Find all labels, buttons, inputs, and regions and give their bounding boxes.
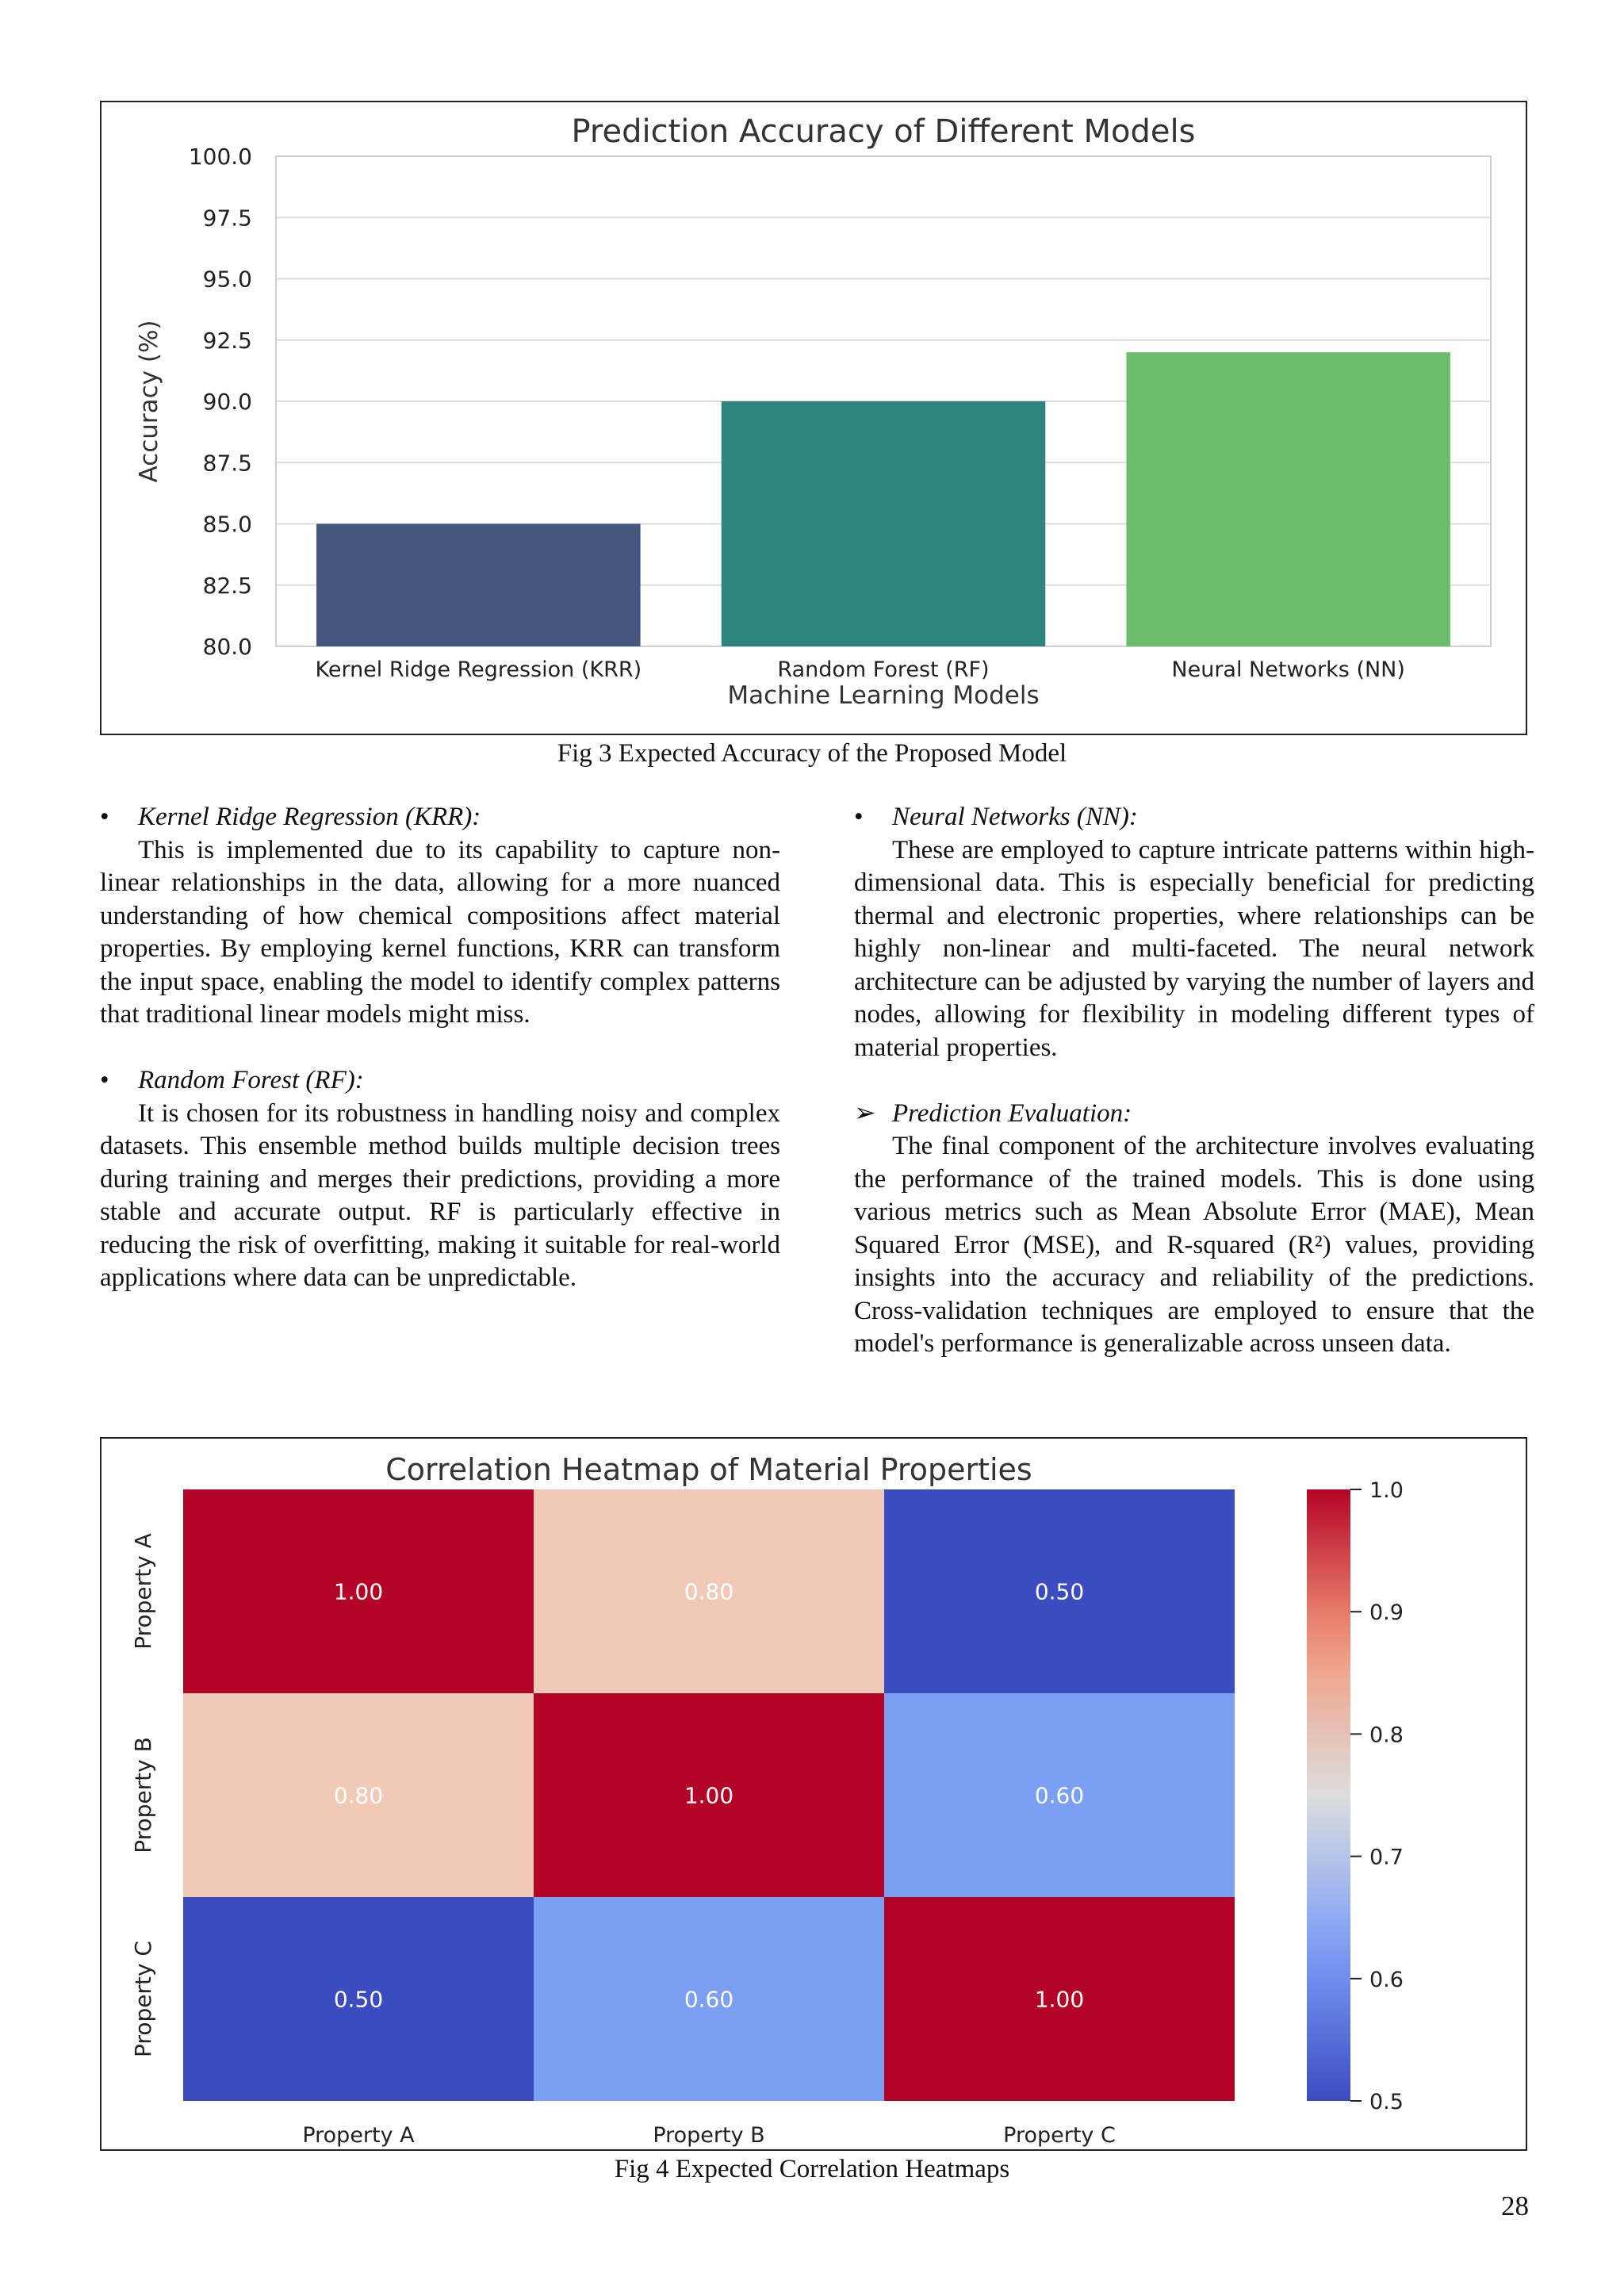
figure-4-caption: Fig 4 Expected Correlation Heatmaps — [614, 2155, 1010, 2183]
y-tick-label: 82.5 — [202, 572, 252, 599]
prediction-evaluation-paragraph: The final component of the architecture involves evaluating the performance of the trained models. This is done using various metrics such as Mean Absolute Error (MAE), Mean Squared Error (MSE), and R-squared (R²) values, providing insights into the accuracy and reliability of the predictions. Cross-validation techniques are employed to ensure that the model's performance is generalizable across unseen data. — [854, 1132, 1534, 1358]
bar-2 — [722, 401, 1046, 646]
heatmap-cell-label: 0.60 — [684, 1986, 734, 2013]
colorbar-tick-label: 0.6 — [1369, 1967, 1404, 1992]
heatmap-column-label: Property A — [302, 2123, 415, 2148]
heatmap-cell-label: 1.00 — [1034, 1986, 1085, 2013]
section-heading — [100, 801, 780, 834]
heatmap-cell-label: 0.50 — [333, 1986, 384, 2013]
x-tick-label: Random Forest (RF) — [777, 657, 990, 682]
colorbar-tick-label: 0.8 — [1369, 1723, 1404, 1748]
y-tick-label: 87.5 — [202, 450, 252, 477]
colorbar-tick-label: 0.7 — [1369, 1845, 1404, 1870]
section-rf — [100, 1064, 780, 1295]
rf-paragraph: It is chosen for its robustness in handling noisy and complex datasets. This ensemble method builds multiple decision trees during training and merges their predictions, providing a more stable and accurate output. RF is particularly effective in reducing the risk of overfitting, making it suitable for real-world applications where data can be unpredictable. — [100, 1098, 780, 1292]
right-column — [854, 801, 1534, 1393]
colorbar-tick-label: 1.0 — [1369, 1478, 1404, 1503]
page-number: 28 — [1501, 2191, 1529, 2221]
colorbar-tick-label: 0.9 — [1369, 1600, 1404, 1626]
heatmap-cell-label: 1.00 — [333, 1578, 384, 1605]
bar-3 — [1126, 352, 1450, 646]
section-nn — [854, 801, 1534, 1064]
y-tick-label: 85.0 — [202, 511, 252, 538]
colorbar-tick-label: 0.5 — [1369, 2090, 1404, 2114]
heatmap-column-label: Property C — [1003, 2123, 1116, 2148]
colorbar — [1307, 1489, 1350, 2101]
krr-heading: Kernel Ridge Regression (KRR): — [138, 803, 481, 831]
x-tick-label: Kernel Ridge Regression (KRR) — [315, 657, 642, 682]
chart-title: Prediction Accuracy of Different Models — [571, 113, 1196, 150]
nn-heading: Neural Networks (NN): — [892, 803, 1138, 831]
bullet-icon: • — [854, 803, 864, 831]
y-tick-label: 95.0 — [202, 266, 252, 293]
x-axis-label: Machine Learning Models — [727, 681, 1040, 710]
heatmap-row-label: Property C — [130, 1941, 156, 2057]
x-tick-label: Neural Networks (NN) — [1171, 657, 1405, 682]
heatmap-cell-label: 1.00 — [684, 1782, 734, 1809]
left-column — [100, 801, 780, 1328]
figure-3-frame — [100, 101, 1527, 735]
section-prediction-evaluation — [854, 1098, 1534, 1361]
y-axis-label: Accuracy (%) — [135, 320, 163, 483]
y-tick-label: 100.0 — [188, 144, 252, 170]
section-heading — [854, 1098, 1534, 1131]
correlation-heatmap — [102, 1439, 1526, 2149]
bar-1 — [316, 524, 641, 647]
bullet-icon: • — [100, 1066, 109, 1094]
heatmap-row-label: Property B — [130, 1737, 156, 1853]
heatmap-cell-label: 0.60 — [1034, 1782, 1085, 1809]
y-tick-label: 97.5 — [202, 205, 252, 232]
nn-paragraph: These are employed to capture intricate patterns within high-dimensional data. This is especially beneficial for predicting thermal and electronic properties, where relationships can be highly non-linear and multi-faceted. The neural network architecture can be adjusted by varying the number of layers and nodes, allowing for flexibility in modeling different types of material properties. — [854, 835, 1534, 1062]
section-krr — [100, 801, 780, 1032]
section-heading — [854, 801, 1534, 834]
arrow-bullet-icon: ➢ — [854, 1098, 876, 1128]
heatmap-cell-label: 0.50 — [1034, 1578, 1085, 1605]
accuracy-bar-chart — [102, 102, 1526, 734]
figure-3-caption: Fig 3 Expected Accuracy of the Proposed Model — [557, 739, 1067, 768]
heatmap-row-label: Property A — [130, 1533, 156, 1650]
heatmap-cell-label: 0.80 — [333, 1782, 384, 1809]
y-tick-label: 90.0 — [202, 389, 252, 415]
section-heading — [100, 1064, 780, 1098]
rf-heading: Random Forest (RF): — [138, 1066, 364, 1094]
heatmap-title: Correlation Heatmap of Material Properties — [385, 1452, 1032, 1487]
y-tick-label: 80.0 — [202, 634, 252, 660]
figure-4-frame — [100, 1437, 1527, 2151]
heatmap-cell-label: 0.80 — [684, 1578, 734, 1605]
krr-paragraph: This is implemented due to its capability to capture non-linear relationships in the data, allowing for a more nuanced understanding of how chemical compositions affect material properties. By employing kernel functions, KRR can transform the input space, enabling the model to identify complex patterns that traditional linear models might miss. — [100, 835, 780, 1029]
y-tick-label: 92.5 — [202, 327, 252, 354]
heatmap-column-label: Property B — [653, 2123, 765, 2148]
bullet-icon: • — [100, 803, 109, 831]
prediction-evaluation-heading: Prediction Evaluation: — [892, 1098, 1132, 1128]
